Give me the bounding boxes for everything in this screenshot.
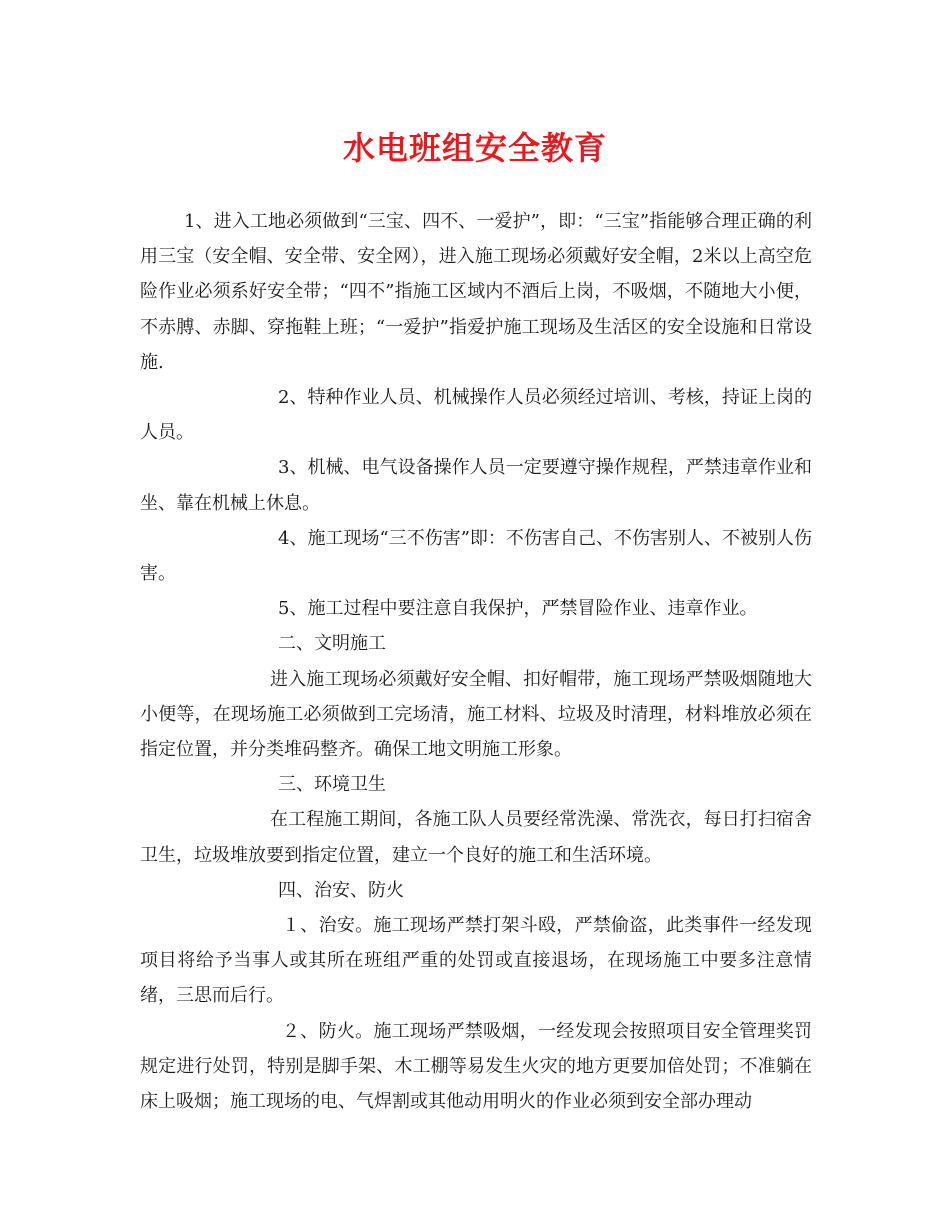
- paragraph-civilized: 进入施工现场必须戴好安全帽、扣好帽带，施工现场严禁吸烟随地大小便等，在现场施工必须做到工完场清，施工材料、垃圾及时清理，材料堆放必须在指定位置，并分类堆码整齐。确保工地文明施工形象。: [140, 668, 812, 761]
- section-heading-civilized: 二、文明施工: [278, 633, 386, 655]
- paragraph-item-1: 1、进入工地必须做到“三宝、四不、一爱护”，即：“三宝”指能够合理正确的利用三宝（安全帽、安全带、安全网），进入施工现场必须戴好安全帽，2米以上高空危险作业必须系好安全带；“四不”指施工区域内不酒后上岗，不吸烟，不随地大小便，不赤膊、赤脚、穿拖鞋上班；“一爱护”指爱护施工现场及生活区的安全设施和日常设施.: [140, 211, 812, 373]
- paragraph-hygiene: 在工程施工期间，各施工队人员要经常洗澡、常洗衣，每日打扫宿舍卫生，垃圾堆放要到指定位置，建立一个良好的施工和生活环境。: [140, 809, 812, 866]
- paragraph-item-5: 5、施工过程中要注意自我保护，严禁冒险作业、违章作业。: [278, 598, 758, 620]
- section-heading-security-fire: 四、治安、防火: [278, 879, 404, 901]
- paragraph-fire: ２、防火。施工现场严禁吸烟，一经发现会按照项目安全管理奖罚规定进行处罚，特别是脚手架、木工棚等易发生火灾的地方更要加倍处罚；不准躺在床上吸烟；施工现场的电、气焊割或其他动用明火的作业必须到安全部办理动: [140, 1020, 812, 1113]
- paragraph-security: １、治安。施工现场严禁打架斗殴，严禁偷盗，此类事件一经发现项目将给予当事人或其所在班组严重的处罚或直接退场，在现场施工中要多注意情绪，三思而后行。: [140, 915, 812, 1007]
- paragraph-item-4: 4、施工现场“三不伤害”即：不伤害自己、不伤害别人、不被别人伤害。: [140, 527, 812, 585]
- document-title: 水电班组安全教育: [342, 129, 607, 167]
- paragraph-item-2: 2、特种作业人员、机械操作人员必须经过培训、考核，持证上岗的人员。: [140, 387, 812, 444]
- paragraph-item-3: 3、机械、电气设备操作人员一定要遵守操作规程，严禁违章作业和坐、靠在机械上休息。: [140, 457, 812, 514]
- document-body: [140, 204, 812, 1119]
- section-heading-hygiene: 三、环境卫生: [278, 774, 386, 796]
